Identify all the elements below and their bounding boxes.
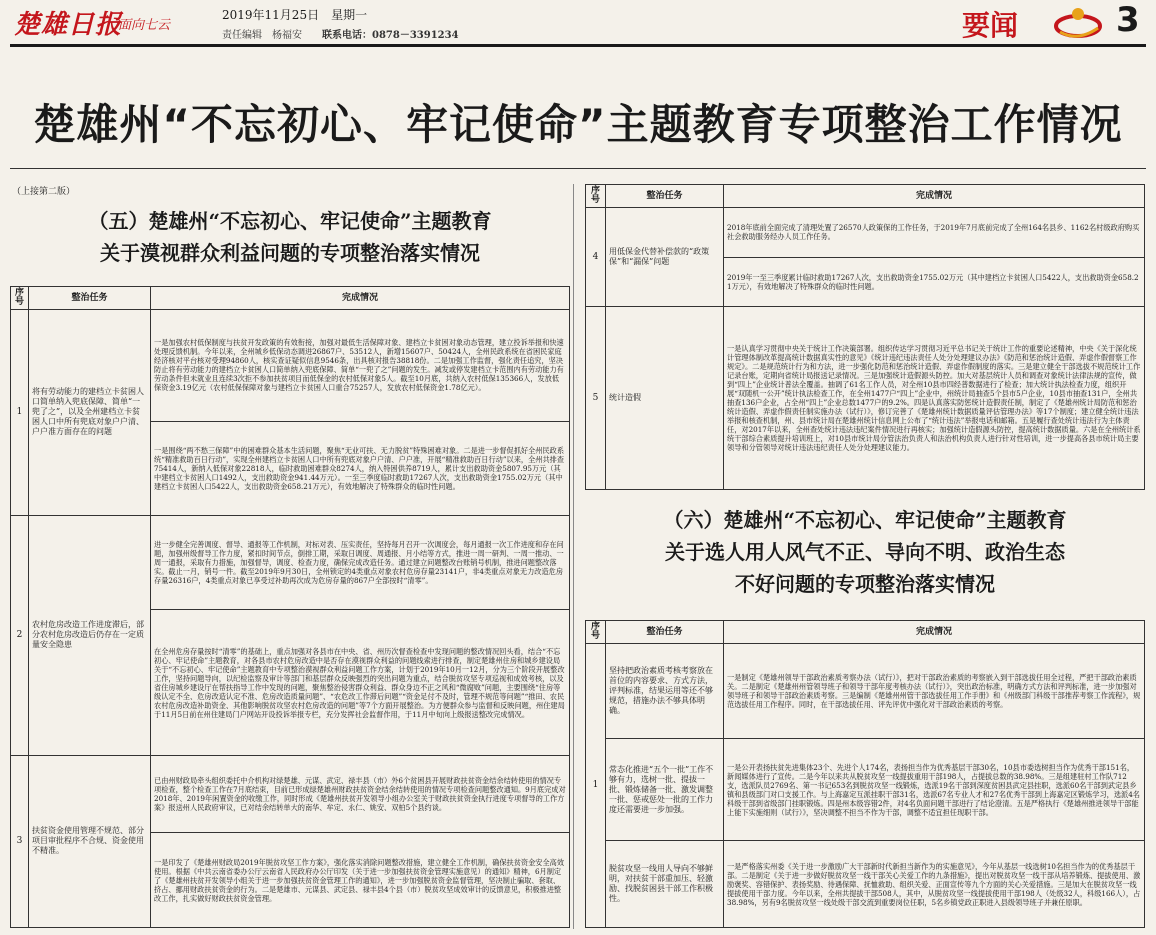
task-cell: 农村危房改造工作进度滞后，部分农村危房改造后仍存在一定质量安全隐患: [29, 515, 151, 755]
part6-title-line3: 不好问题的专项整治落实情况: [735, 572, 995, 596]
table-header-row: [11, 287, 570, 310]
header-no: 序号: [586, 621, 606, 644]
status-cell: 一是严格落实州委《关于进一步激励广大干部新时代新担当新作为的实施意见》，今年从基层一线选树10名担当作为的优秀基层干部。二是制定《关于进一步做好脱贫攻坚一线干部关心关爱工作的九条措施》，提出对脱贫攻坚一线干部从培养锻炼、提拔使用、激励褒奖、容错保护、表扬奖励、待遇保障、抚恤救助、组织关爱、正面宣传等九个方面的关心关爱措施。三是加大在脱贫攻坚一线提拔使用干部力度。今年以来，全州共提拔干部508人，其中，从脱贫攻坚一线提拔使用干部198人（处级32人，科级166人），占38.98%，另有9名脱贫攻坚一线处级干部交流到重要岗位任职，5名乡镇党政正职进入县级领导班子并兼任原职。: [724, 841, 1145, 928]
task-cell: 脱贫攻坚一线用人导向不够鲜明，对扶贫干部重加压、轻激励、找脱贫困县干部工作积极性。: [606, 841, 724, 928]
row-number: 2: [11, 515, 29, 755]
continuation-note: （上接第二版）: [12, 187, 76, 197]
header-no: 序号: [586, 185, 606, 208]
page-number: 3: [1116, 0, 1140, 40]
main-headline: 楚雄州“不忘初心、牢记使命”主题教育专项整治工作情况: [33, 100, 1123, 149]
task-cell: 统计造假: [606, 307, 724, 490]
part6-title: [585, 504, 1145, 600]
part5-title-line2: 关于漠视群众利益问题的专项整治落实情况: [100, 241, 480, 265]
task-cell: 坚持把政治素质考核考察放在首位的内容要求、方式方法，评判标准，结果运用等还不够规范，措施办法不够具体明确。: [606, 644, 724, 739]
row-number: 5: [586, 307, 606, 490]
table-header-row: [586, 185, 1145, 208]
status-cell: 2018年底前全面完成了清理处置了26570人政策保的工作任务，于2019年7月底前完成了全州164名县乡、1162名村级政府购买社会救助服务经办人员工作任务。: [724, 208, 1145, 258]
issue-date: 2019年11月25日 星期一: [222, 8, 368, 22]
contact-phone: 联系电话：0878－3391234: [322, 30, 459, 41]
header-task: 整治任务: [606, 621, 724, 644]
editor-name: 责任编辑 杨福安: [222, 30, 302, 41]
headline-rule: [10, 168, 1146, 169]
newspaper-logo: 楚雄日报: [14, 10, 123, 40]
table-row: [586, 841, 1145, 928]
part6-table: [585, 620, 1145, 928]
row-number: 3: [11, 755, 29, 927]
part6-title-line2: 关于选人用人风气不正、导向不明、政治生态: [665, 540, 1065, 564]
part5-table: [10, 286, 570, 928]
task-cell: 将有劳动能力的建档立卡贫困人口简单纳入兜底保障、简单“一兜了之”，以及全州建档立卡贫困人口中所有兜底对象户户清、户户准方面存在的问题: [29, 310, 151, 516]
masthead: [0, 0, 1156, 44]
status-cell: 进一步健全完善调度、督导、通报等工作机制，对标对表、压实责任，坚持每月召开一次调度会，每月通报一次工作进度和存在问题，加强州级督导工作力度，紧扣时间节点，倒排工期，采取日调度、周通报、月小结等方式，推进一周一研判、一周一推动、一周一通报，采取有力措施，加强督导，调度、检查力度，确保完成改造任务。通过建立问题整改台账销号机制，推进问题整改落实。截止一月，销号一件。截至2019年9月30日，全州锁定的4类重点对象农村危房存量23141户，非4类重点对象无力改造危房存量26316户，4类重点对象已享受过补助再次成为危房存量的867户全部按时“清零”。: [151, 515, 570, 609]
row-number: 1: [11, 310, 29, 516]
header-rule: [10, 44, 1146, 47]
table-row: [586, 739, 1145, 841]
part5-continued-table: [585, 184, 1145, 490]
editor-line: [222, 26, 459, 41]
row-number: 1: [586, 644, 606, 928]
status-cell: 一是公开表扬扶贫先进集体23个、先进个人174名，表扬担当作为优秀基层干部30名，10县市委选树担当作为优秀干部151名，新闻媒体进行了宣传。二是今年以来共从脱贫攻坚一线提拔重用干部198人，占提拔总数的38.98%。三是组建驻村工作队712支，选派队员2769名、第一书记653名到脱贫攻坚一线锻炼，选派19名干部到深度贫困县武定县挂职，选派60名干部到武定县乡镇和县级部门对口支援工作。与上海嘉定互派挂职干部31名，选派67名专业人才和27名优秀干部到上海嘉定区锻炼学习，选派4名科级干部到省级部门挂职锻炼。四是州本级容错2件，对4名负面问题干部进行了结论澄清。五是严格执行《楚雄州推进领导干部能上能下实施细则（试行）》，坚决调整不担当不作为干部，调整不适宜担任现职干部。: [724, 739, 1145, 841]
status-cell: 一是围绕“两不愁三保障”中的困难群众基本生活问题，聚焦“无业可扶、无力脱贫”特殊困难对象。二是进一步督促抓好全州民政系统“精准救助百日行动”，实现全州建档立卡贫困人口中所有兜底对象户户清、户户准，开展“精准救助百日行动”以来，全州共排查75414人，新纳入低保对象22818人，临时救助困难群众8274人，纳入特困供养8719人，累计支出救助资金5807.95万元（其中建档立卡贫困人口1492人，支出救助资金941.44万元）。一至三季度临时救助17267人次，支出救助资金1755.02万元（其中建档立卡贫困人口5422人，支出救助资金658.21万元），有效地解决了特殊群众的临时性问题。: [151, 421, 570, 515]
logo-subtitle: 面向七云: [118, 18, 171, 33]
part6-title-line1: （六）楚雄州“不忘初心、牢记使命”主题教育: [663, 508, 1067, 532]
paper-emblem-icon: [1048, 2, 1104, 42]
status-cell: 一是印发了《楚雄州财政局2019年脱贫攻坚工作方案》，强化落实消除问题整改措施，建立健全工作机制，确保扶贫资金安全高效使用。根据《中共云南省委办公厅云南省人民政府办公厅印发（关于进一步加强扶贫资金管理实施意见）的通知》精神，6月制定了《楚雄州扶贫开发领导小组关于进一步加强扶贫资金管理工作的通知》，进一步加强脱贫资金监督管理，坚决制止骗取、套取、挤占、挪用财政扶贫资金的行为。二是楚雄市、元谋县、武定县、禄丰县4个县（市）脱贫攻坚成效审计的反馈意见，积极推进整改工作，扎实做好财政扶贫资金管理。: [151, 833, 570, 928]
status-cell: 一是认真学习贯彻中央关于统计工作决策部署。组织传达学习贯彻习近平总书记关于统计工作的重要论述精神，中央《关于深化统计管理体制改革提高统计数据真实性的意见》《统计违纪违法责任人处分处理建议办法》《防范和惩治统计造假、弄虚作假督察工作规定》。二是规范统计行为和方法，进一步强化防范和惩治统计造假、弄虚作假制度的落实。三是建立健全干部选拔不规范统计工作记录台账，定期向省统计局报送记录情况。三是加强统计造假源头防控。加大对基层统计人员和调查对象统计法律法规的宣传，做到“四上”企业统计普法全覆盖。抽调了61名工作人员，对全州10县市四经普数据进行了检查；加大统计执法检查力度，组织开展“双随机一公开”统计执法检查工作，在全州1477户“四上”企业中，州统计局抽查5个县市5户企业，10县市抽查131户，全州共抽查136户企业，占全州“四上”企业总数1477户的9.2%。四是认真落实防惩统计造假责任制，制定了《楚雄州统计局防范和惩治统计造假、弄虚作假责任制实施办法（试行）》，修订完善了《楚雄州统计数据质量评估管理办法》等17个制度；建立健全统计违法举报和核查机制，州、县市统计局在楚雄州统计信息网上公布了“统计违法”举报电话和邮箱。五是履行查处统计违法行为主体责任，对2017年以来，全州查处统计违法违纪案件情况进行再核实；加强统计造假源头防控，提高统计数据质量。六是在全州统计系统干部综合素质提升培训班上，对10县市统计局分管法治负责人和法治机构负责人进行针对性培训，进一步提高各县市统计局主要领导和分管领导对统计违法违纪责任人处分处理建议能力。: [724, 307, 1145, 490]
column-divider: [573, 184, 574, 929]
table-row: [11, 755, 570, 832]
status-cell: 2019年一至三季度累计临时救助17267人次，支出救助资金1755.02万元（其中建档立卡贫困人口5422人，支出救助资金658.21万元），有效地解决了特殊群众的临时性问题。: [724, 257, 1145, 307]
part5-title-line1: （五）楚雄州“不忘初心、牢记使命”主题教育: [88, 209, 492, 233]
header-status: 完成情况: [724, 185, 1145, 208]
status-cell: 一是加强农村低保制度与扶贫开发政策的有效衔接，加强对最低生活保障对象、建档立卡贫困对象动态管理，建立投诉举报和快速处理反馈机制。今年以来，全州城乡低保动态调进26867户、53512人，新增15607户、50424人，全州民政系统在省困民家庭经济核对平台核对受理94860人，核实查证疑似信息9546条，出具核对报告38818份。二是加强工作监督，强化责任追究，坚决防止将有劳动能力的建档立卡贫困人口简单纳入兜底保障、简单“一兜了之”问题的发生。减发或停发建档立卡范围内有劳动能力有劳动条件但未就业且连续3次拒不参加扶贫项目而低保金的农村低保对象5人。截至10月底，共纳入农村低保135366人，发放低保资金3.19亿元（农村低保保障对象与建档立卡贫困人口重合75257人，发放农村低保资金1.78亿元）。: [151, 310, 570, 422]
status-cell: 已由州财政局牵头组织委托中介机构对绿楚雄、元谋、武定、禄丰县（市）外6个贫困县开展财政扶贫资金结余结转使用的情况专项检查，整个检查工作在7月底结束，目前已形成绿楚雄州财政扶贫资金结余结转使用的情况专项检查问题整改通知。9月底完成对2018年、2019年闲置资金的收缴工作，同时形成《楚雄州扶贫开发领导小组办公室关于财政扶贫资金执行进度专项督导的工作方案》报送州人民政府审议，已对结余结转单大的南华、牟定、永仁、姚安、双柏5个县约谈。: [151, 755, 570, 832]
header-task: 整治任务: [606, 185, 724, 208]
header-no: 序号: [11, 287, 29, 310]
task-cell: 常态化推进“五个一批”工作不够有力，选树一批、提拔一批、锻炼储备一批、激发调整一批、惩戒惩处一批的工作力度还需要进一步加强。: [606, 739, 724, 841]
table-row: [11, 310, 570, 422]
table-row: [586, 644, 1145, 739]
part5-title: [10, 205, 570, 269]
task-cell: 用低保金代替补偿款的“政策保”和“漏保”问题: [606, 208, 724, 307]
header-status: 完成情况: [151, 287, 570, 310]
table-header-row: [586, 621, 1145, 644]
table-row: [586, 208, 1145, 258]
status-cell: 一是制定《楚雄州领导干部政治素质考察办法（试行）》，把对干部政治素质的考察嵌入到干部选拔任用全过程，严把干部政治素质关。二是制定《楚雄州州管领导班子和领导干部年度考核办法（试行）》，突出政治标准，明确方式方法和评判标准，进一步加强对领导班子和领导干部政治素质考察。三是编制《楚雄州州管干部选拔任用工作手册》和《州级部门科级干部推荐考察工作流程》，规范选拔任用工作程序。同时，在干部选拔任用、评先评优中强化对干部政治素质的考察。: [724, 644, 1145, 739]
header-task: 整治任务: [29, 287, 151, 310]
table-row: [586, 307, 1145, 490]
section-name: 要闻: [962, 9, 1019, 42]
status-cell: 在全州危房存量按时“清零”的基础上，重点加强对各县市在中央、省、州历次督查检查中发现问题的整改情况回头看，结合“不忘初心、牢记使命”主题教育，对各县市农村危房改造中是否存在漠视群众利益的问题线索进行排查，制定楚雄州住房和城乡建设局关于“不忘初心、牢记使命”主题教育中专项整治漠视群众利益问题工作方案，计划于2019年10月一12月，分为三个阶段开展整改工作，坚持问题导向，以纪检监察及审计等部门和基层群众反映强烈的突出问题为重点，结合脱贫攻坚专项巡视和成效考核，以及省住房城乡建设厅在帮扶指导工作中发现的问题，聚焦整治侵害群众利益、群众身边不正之风和“微腐败”问题，主要围绕“住房等级认定不全、危房改造认定不准、危房改造质量问题”、“农危改工作滞后问题”“资金足付不及时，管理不规范等问题”“推田、农民农村危房改造补助资金、其他影响脱贫攻坚农村危房改造的问题”等7个方面开展整治。为方便群众参与监督和反映问题，州住建局于11月5日前在州住建局门户网站开设投诉举报专栏，充分发挥社会监督作用，于11月中旬向上级报送整改完成情况。: [151, 610, 570, 756]
table-row: [11, 515, 570, 609]
header-status: 完成情况: [724, 621, 1145, 644]
row-number: 4: [586, 208, 606, 307]
task-cell: 扶贫资金使用管理不规范、部分项目审批程序不合规、资金使用不精准。: [29, 755, 151, 927]
